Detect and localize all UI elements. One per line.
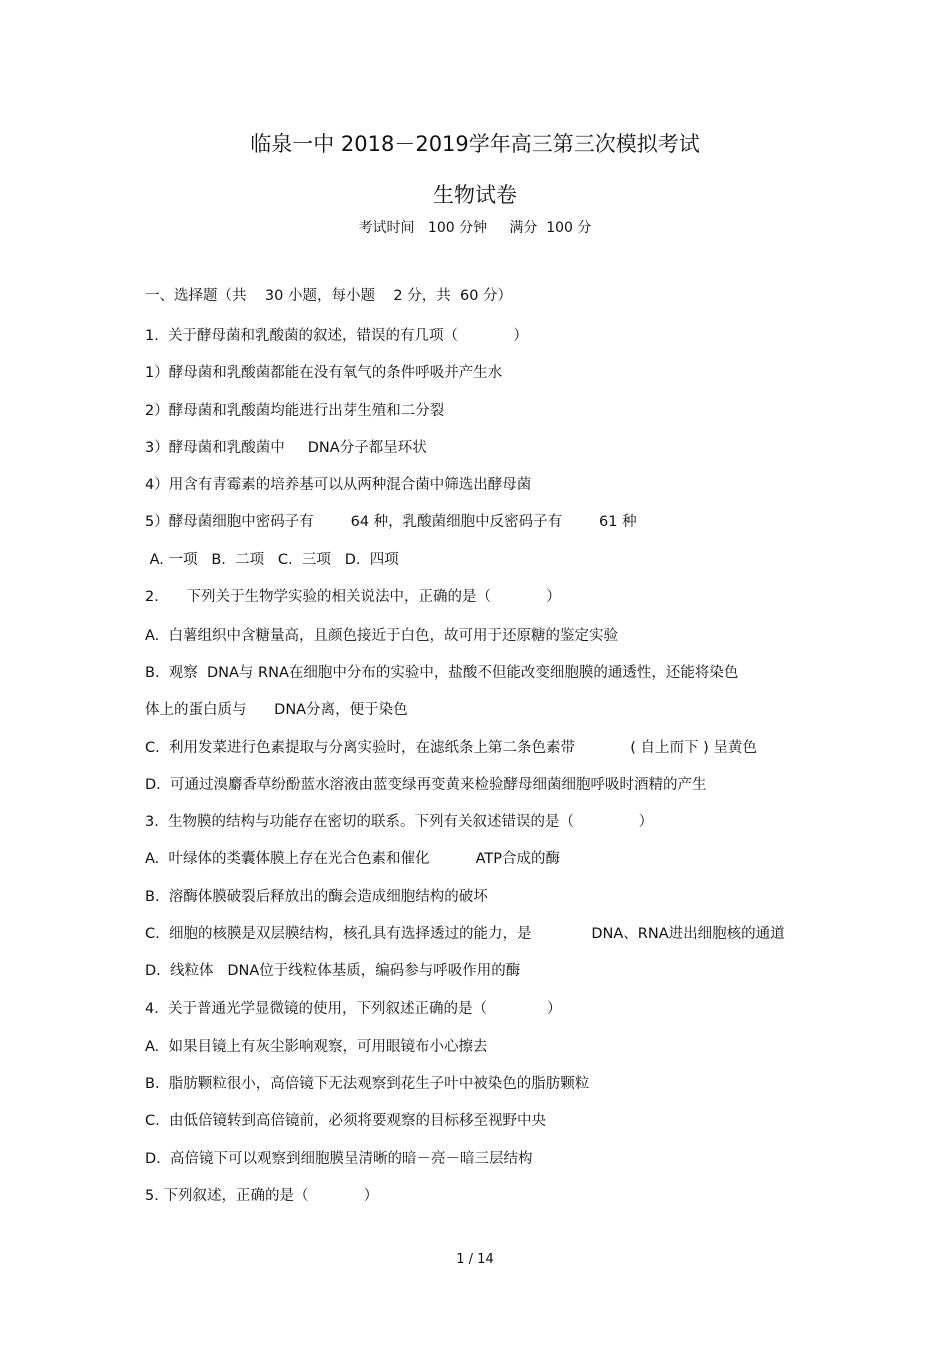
question-2: 2. 下列关于生物学实验的相关说法中，正确的是（ ） bbox=[145, 589, 561, 605]
question-4: 4. 关于普通光学显微镜的使用，下列叙述正确的是（ ） bbox=[145, 1001, 562, 1017]
q1-statement-3: 3）酵母菌和乳酸菌中 DNA分子都呈环状 bbox=[145, 440, 427, 456]
question-1: 1. 关于酵母菌和乳酸菌的叙述，错误的有几项（ ） bbox=[145, 328, 528, 344]
q1-options: A. 一项 B. 二项 C. 三项 D. 四项 bbox=[145, 552, 399, 568]
q1-statement-2: 2）酵母菌和乳酸菌均能进行出芽生殖和二分裂 bbox=[145, 403, 445, 419]
q2-option-a: A. 白薯组织中含糖量高，且颜色接近于白色，故可用于还原糖的鉴定实验 bbox=[145, 628, 618, 644]
q2-option-d: D. 可通过溴麝香草纷酚蓝水溶液由蓝变绿再变黄来检验酵母细菌细胞呼吸时酒精的产生 bbox=[145, 777, 707, 793]
q1-statement-5: 5）酵母菌细胞中密码子有 64 种，乳酸菌细胞中反密码子有 61 种 bbox=[145, 514, 637, 530]
q1-statement-1: 1）酵母菌和乳酸菌都能在没有氧气的条件呼吸并产生水 bbox=[145, 365, 503, 381]
q4-option-c: C. 由低倍镜转到高倍镜前，必须将要观察的目标移至视野中央 bbox=[145, 1113, 546, 1129]
exam-title: 临泉一中 2018－2019学年高三第三次模拟考试 bbox=[250, 132, 700, 156]
q3-option-d: D. 线粒体 DNA位于线粒体基质，编码参与呼吸作用的酶 bbox=[145, 963, 521, 979]
q2-option-b-cont: 体上的蛋白质与 DNA分离，便于染色 bbox=[145, 702, 408, 718]
question-3: 3. 生物膜的结构与功能存在密切的联系。下列有关叙述错误的是（ ） bbox=[145, 814, 654, 830]
q2-option-c: C. 利用发菜进行色素提取与分离实验时，在滤纸条上第二条色素带 ( 自上而下 ) 呈黄色 bbox=[145, 740, 757, 756]
section-heading: 一、选择题（共 30 小题，每小题 2 分，共 60 分） bbox=[145, 288, 513, 304]
question-5: 5. 下列叙述，正确的是（ ） bbox=[145, 1188, 379, 1204]
q2-option-b: B. 观察 DNA与 RNA在细胞中分布的实验中，盐酸不但能改变细胞膜的通透性，还能将染色 bbox=[145, 665, 739, 681]
q3-option-c: C. 细胞的核膜是双层膜结构，核孔具有选择透过的能力，是 DNA、RNA进出细胞核的通道 bbox=[145, 926, 785, 942]
q1-statement-4: 4）用含有青霉素的培养基可以从两种混合菌中筛选出酵母菌 bbox=[145, 477, 532, 493]
q3-option-a: A. 叶绿体的类囊体膜上存在光合色素和催化 ATP合成的酶 bbox=[145, 851, 560, 867]
page-number: 1 / 14 bbox=[456, 1252, 494, 1267]
exam-info: 考试时间 100 分钟 满分 100 分 bbox=[358, 220, 592, 236]
exam-subtitle: 生物试卷 bbox=[433, 183, 517, 207]
q4-option-a: A. 如果目镜上有灰尘影响观察，可用眼镜布小心擦去 bbox=[145, 1039, 488, 1055]
q3-option-b: B. 溶酶体膜破裂后释放出的酶会造成细胞结构的破坏 bbox=[145, 889, 488, 905]
q4-option-d: D. 高倍镜下可以观察到细胞膜呈清晰的暗－亮－暗三层结构 bbox=[145, 1151, 533, 1167]
q4-option-b: B. 脂肪颗粒很小，高倍镜下无法观察到花生子叶中被染色的脂肪颗粒 bbox=[145, 1076, 590, 1092]
